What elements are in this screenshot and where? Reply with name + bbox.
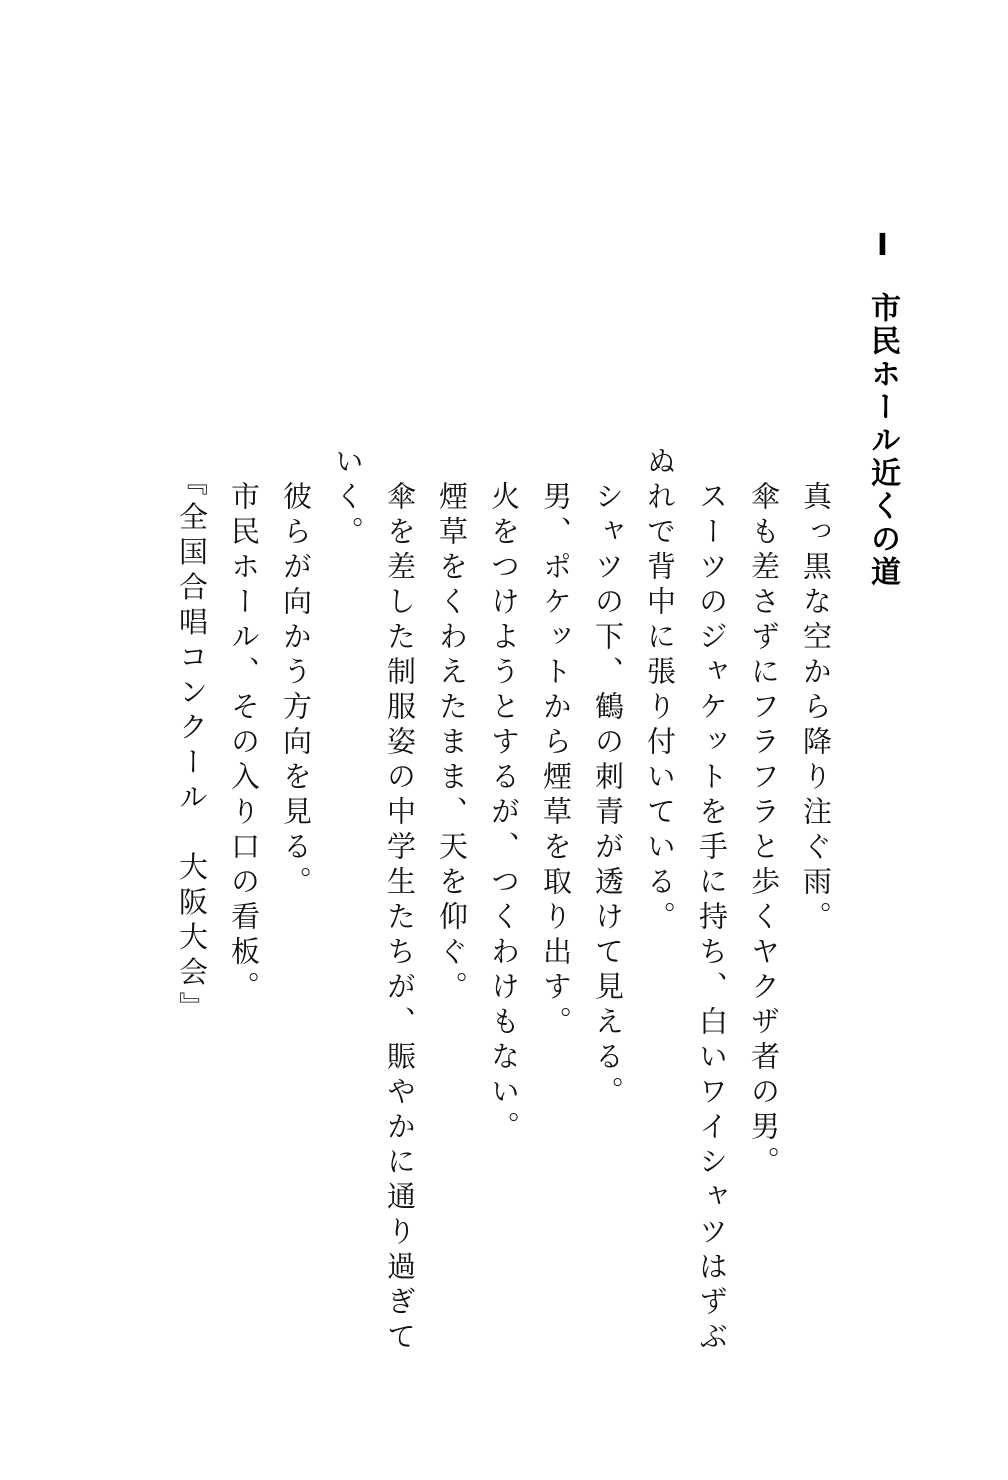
paragraph: 火をつけようとするが、つくわけもない。 [487, 446, 521, 1146]
paragraph: シャツの下、鶴の刺青が透けて見える。 [591, 446, 625, 1111]
paragraph: 傘も差さずにフラフラと歩くヤクザ者の男。 [747, 446, 781, 1181]
chapter-title: 市民ホール近くの道 [865, 292, 900, 589]
paragraph: 真っ黒な空から降り注ぐ雨。 [799, 446, 833, 936]
paragraph: スーツのジャケットを手に持ち、白いワイシャツはずぶ [695, 446, 729, 1356]
paragraph: いく。 [331, 446, 365, 551]
paragraph: ぬれで背中に張り付いている。 [643, 446, 677, 936]
script-body [166, 446, 842, 1356]
paragraph: 『全国合唱コンクール 大阪大会』 [175, 446, 209, 1027]
paragraph: 市民ホール、その入り口の看板。 [227, 446, 261, 1006]
chapter-number: Ⅰ [865, 228, 900, 266]
paragraph: 煙草をくわえたまま、天を仰ぐ。 [435, 446, 469, 1006]
chapter-heading [858, 228, 906, 608]
paragraph: 傘を差した制服姿の中学生たちが、賑やかに通り過ぎて [383, 446, 417, 1356]
paragraph: 彼らが向かう方向を見る。 [279, 446, 313, 901]
paragraph: 男、ポケットから煙草を取り出す。 [539, 446, 573, 1041]
